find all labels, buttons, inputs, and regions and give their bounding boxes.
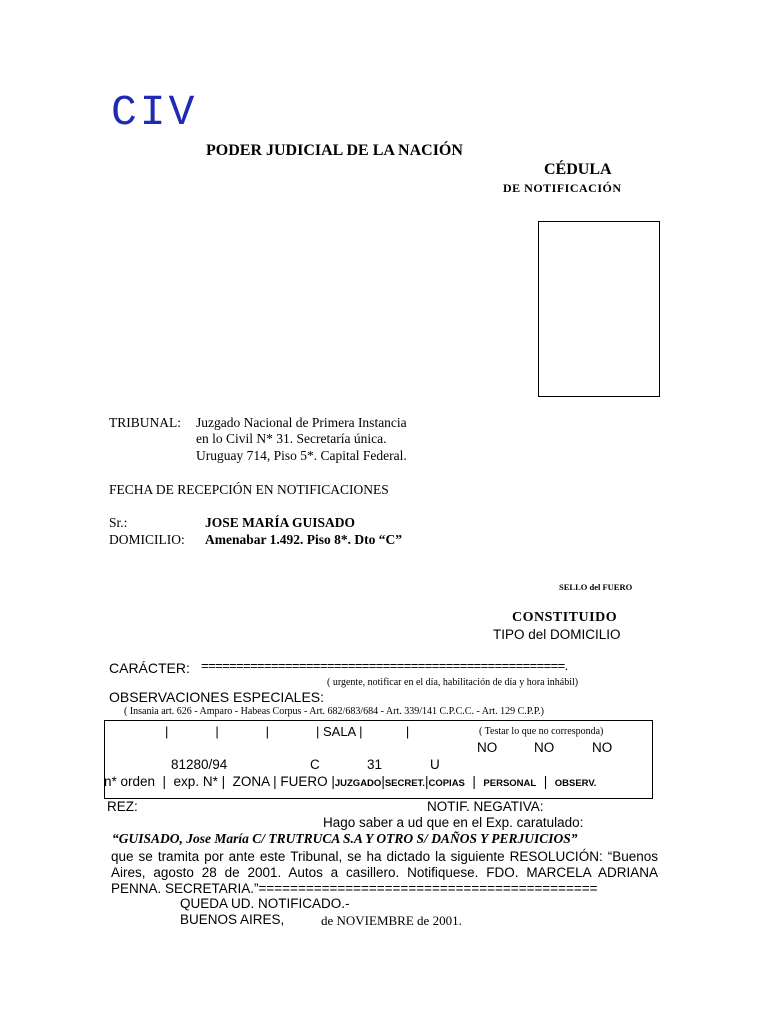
expediente-number: 81280/94 — [171, 757, 228, 772]
no-value-2: NO — [534, 740, 555, 755]
caratula-title: “GUISADO, Jose María C/ TRUTRUCA S.A Y OTRO S/ DAÑOS Y PERJUICIOS” — [112, 831, 578, 846]
sello-label: SELLO del FUERO — [559, 582, 633, 592]
tribunal-line-2: en lo Civil N* 31. Secretaría única. — [196, 431, 387, 446]
buenos-aires-label: BUENOS AIRES, — [180, 912, 285, 927]
observaciones-note: ( Insania art. 626 - Amparo - Habeas Corpus - Art. 682/683/684 - Art. 339/141 C.P.C.C. - Art. 129 C.P.P.) — [124, 706, 544, 717]
tipo-domicilio-label: TIPO del DOMICILIO — [493, 627, 621, 642]
domicilio-value: Amenabar 1.492. Piso 8*. Dto “C” — [205, 532, 402, 547]
grid-header-personal: PERSONAL — [483, 778, 537, 789]
rez-label: REZ: — [107, 799, 138, 814]
court-code: CIV — [111, 88, 198, 137]
caracter-fill-line: ====================================================. — [201, 658, 568, 673]
notif-negativa-label: NOTIF. NEGATIVA: — [427, 799, 544, 814]
grid-header-row: n* orden | exp. N* | ZONA | FUERO |JUZGADO|SECRET.|COPIAS | PERSONAL | OBSERV. — [104, 774, 597, 789]
grid-row-sala: | | | | SALA | | — [165, 724, 410, 739]
zona-value: C — [310, 757, 320, 772]
observaciones-label: OBSERVACIONES ESPECIALES: — [109, 689, 325, 705]
document-subtitle: DE NOTIFICACIÓN — [503, 181, 622, 195]
recipient-name: JOSE MARÍA GUISADO — [205, 515, 356, 530]
grid-header-copias: COPIAS — [428, 778, 465, 789]
hago-saber-line: Hago saber a ud que en el Exp. caratulado: — [323, 815, 584, 830]
tribunal-line-3: Uruguay 714, Piso 5*. Capital Federal. — [196, 448, 407, 463]
constituido-label: CONSTITUIDO — [512, 610, 618, 625]
grid-header-juzgado: JUZGADO — [334, 778, 382, 789]
domicilio-label: DOMICILIO: — [109, 532, 185, 547]
closing-date: de NOVIEMBRE de 2001. — [321, 913, 462, 928]
queda-notificado: QUEDA UD. NOTIFICADO.- — [180, 896, 350, 911]
caracter-label: CARÁCTER: — [109, 660, 190, 676]
tribunal-line-1: Juzgado Nacional de Primera Instancia — [196, 415, 407, 430]
document-title: CÉDULA — [544, 161, 612, 178]
grid-header-secret: SECRET. — [384, 778, 425, 789]
stamp-box — [538, 221, 660, 397]
no-value-3: NO — [592, 740, 613, 755]
resolucion-paragraph: que se tramita por ante este Tribunal, se ha dictado la siguiente RESOLUCIÓN: “Buenos Aires, agosto 28 de 2001. Autos a casillero. Notifiquese. FDO. MARCELA ADRIANA PENNA. SECRETARIA.”=========================================== — [111, 849, 658, 896]
grid-header-observ: OBSERV. — [554, 778, 597, 789]
recipient-label: Sr.: — [109, 515, 128, 530]
no-value-1: NO — [477, 740, 498, 755]
fuero-value: 31 — [367, 757, 383, 772]
fecha-recepcion: FECHA DE RECEPCIÓN EN NOTIFICACIONES — [109, 482, 389, 497]
u-value: U — [430, 757, 440, 772]
tribunal-label: TRIBUNAL: — [109, 415, 181, 430]
court-name: PODER JUDICIAL DE LA NACIÓN — [206, 142, 463, 159]
grid-header-main: n* orden | exp. N* | ZONA | FUERO | — [104, 774, 335, 789]
testar-note: ( Testar lo que no corresponda) — [479, 726, 604, 737]
caracter-note: ( urgente, notificar en el día, habilitación de día y hora inhábil) — [327, 677, 579, 688]
